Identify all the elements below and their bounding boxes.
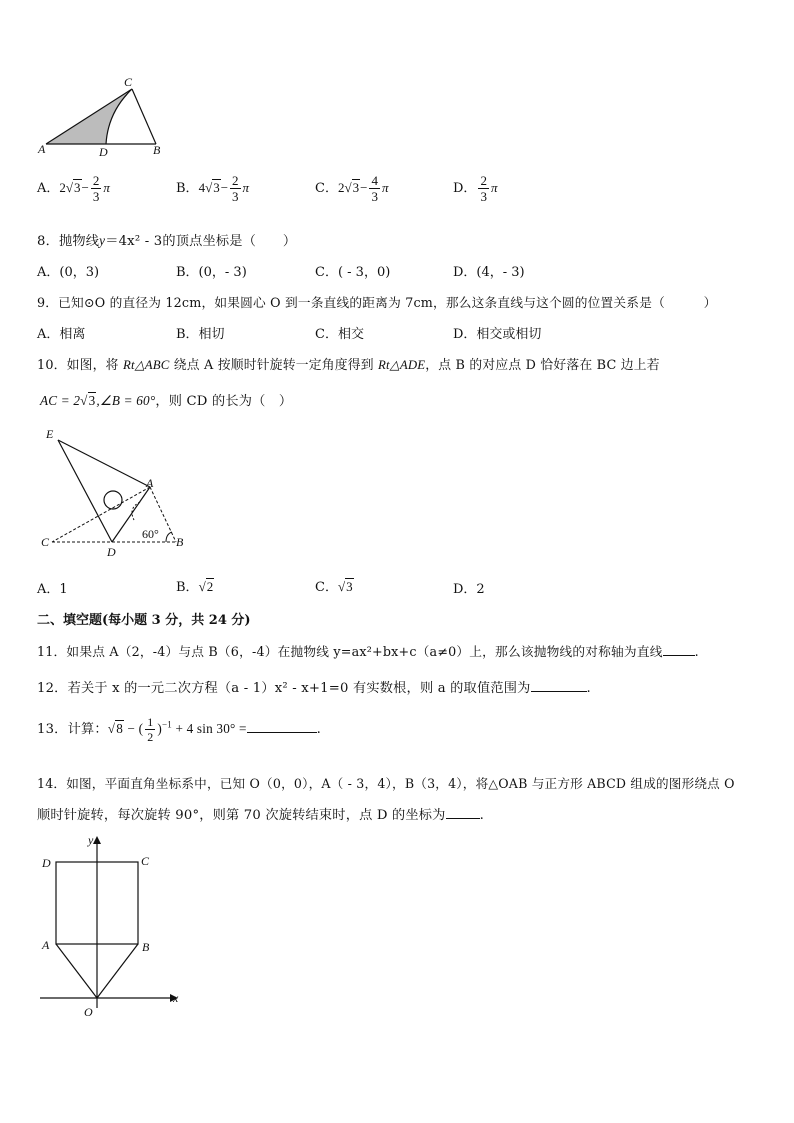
- question-11: 11．如果点 A（2，-4）与点 B（6，-4）在抛物线 y=ax²+bx+c（a≠0）上，那么该抛物线的对称轴为直线 .: [37, 644, 699, 659]
- q7-option-c: C．2√3− $\frac{4}{3}$ π: [315, 173, 389, 204]
- angle-b-arc: [166, 532, 172, 542]
- q10-option-d: D．2: [453, 582, 485, 597]
- q7-option-d: D． $\frac{2}{3}$ π: [453, 173, 498, 204]
- label-a: A: [146, 476, 154, 490]
- segment-ob: [97, 944, 138, 998]
- question-10-line-2: AC = 2√3,∠B = 60°，则 CD 的长为（ ）: [40, 393, 293, 409]
- segment-ed: [58, 440, 112, 542]
- label-c: C: [141, 854, 150, 868]
- segment-oa: [56, 944, 97, 998]
- q7-option-a: A．2√3− $\frac{2}{3}$ π: [37, 173, 110, 204]
- figure-q10: [38, 424, 198, 560]
- section-heading: 二、填空题(每小题 3 分，共 24 分): [37, 613, 251, 628]
- label-b: B: [153, 143, 161, 157]
- label-e: E: [46, 427, 54, 441]
- label-d: D: [107, 545, 116, 559]
- label-a: A: [38, 142, 46, 156]
- question-13: 13．计算：√8 − ( $\frac{1}{2}$ )$^{-1}$ + 4 sin 30° = .: [37, 715, 322, 744]
- q9-option-c: C．相交: [315, 327, 364, 342]
- label-b: B: [142, 940, 150, 954]
- question-10-line-1: 10．如图，将 Rt△ABC 绕点 A 按顺时针旋转一定角度得到 Rt△ADE，点 B 的对应点 D 恰好落在 BC 边上若: [37, 358, 660, 373]
- answer-blank[interactable]: [663, 655, 695, 656]
- question-8: 8．抛物线y＝4x² - 3的顶点坐标是（ ）: [37, 233, 297, 249]
- q8-option-c: C．( - 3，0): [315, 265, 391, 280]
- q8-option-a: A．(0，3): [37, 265, 100, 280]
- answer-blank[interactable]: [446, 818, 480, 819]
- answer-blank[interactable]: [247, 732, 317, 733]
- label-c: C: [124, 75, 133, 89]
- figure-q14: [36, 832, 186, 1022]
- question-12: 12．若关于 x 的一元二次方程（a - 1）x² - x+1=0 有实数根，则 a 的取值范围为 .: [37, 681, 591, 696]
- label-d: D: [99, 145, 108, 159]
- q7-option-b: B．4√3− $\frac{2}{3}$ π: [176, 173, 250, 204]
- q8-option-b: B．(0，- 3): [176, 265, 247, 280]
- question-9: 9．已知⊙O 的直径为 12cm，如果圆心 O 到一条直线的距离为 7cm，那么这条直线与这个圆的位置关系是（ ）: [37, 295, 717, 310]
- question-14-line-1: 14．如图，平面直角坐标系中，已知 O（0，0），A（ - 3，4），B（3，4），将△OAB 与正方形 ABCD 组成的图形绕点 O: [37, 776, 735, 791]
- side-bc: [132, 89, 156, 144]
- q10-option-a: A．1: [37, 582, 68, 597]
- q8-option-d: D．(4，- 3): [453, 265, 525, 280]
- label-d: D: [42, 856, 51, 870]
- segment-ac-dashed: [52, 487, 150, 542]
- q9-option-b: B．相切: [176, 327, 225, 342]
- label-a: A: [42, 938, 50, 952]
- label-angle-60: 60°: [142, 527, 159, 541]
- circle-mark: [104, 491, 122, 509]
- q10-option-b: B．√2: [176, 579, 214, 595]
- label-c: C: [41, 535, 50, 549]
- q10-option-c: C．√3: [315, 579, 353, 595]
- q9-option-a: A．相离: [37, 327, 86, 342]
- question-14-line-2: 顺时针旋转，每次旋转 90°，则第 70 次旋转结束时，点 D 的坐标为 .: [37, 808, 484, 823]
- q9-option-d: D．相交或相切: [453, 327, 542, 342]
- label-o: O: [84, 1005, 93, 1019]
- segment-ea: [58, 440, 150, 487]
- answer-blank[interactable]: [531, 691, 587, 692]
- y-axis-arrow: [93, 836, 101, 844]
- figure-q7: [36, 74, 166, 162]
- label-x: x: [173, 991, 179, 1005]
- label-y: y: [88, 833, 94, 847]
- label-b: B: [176, 535, 184, 549]
